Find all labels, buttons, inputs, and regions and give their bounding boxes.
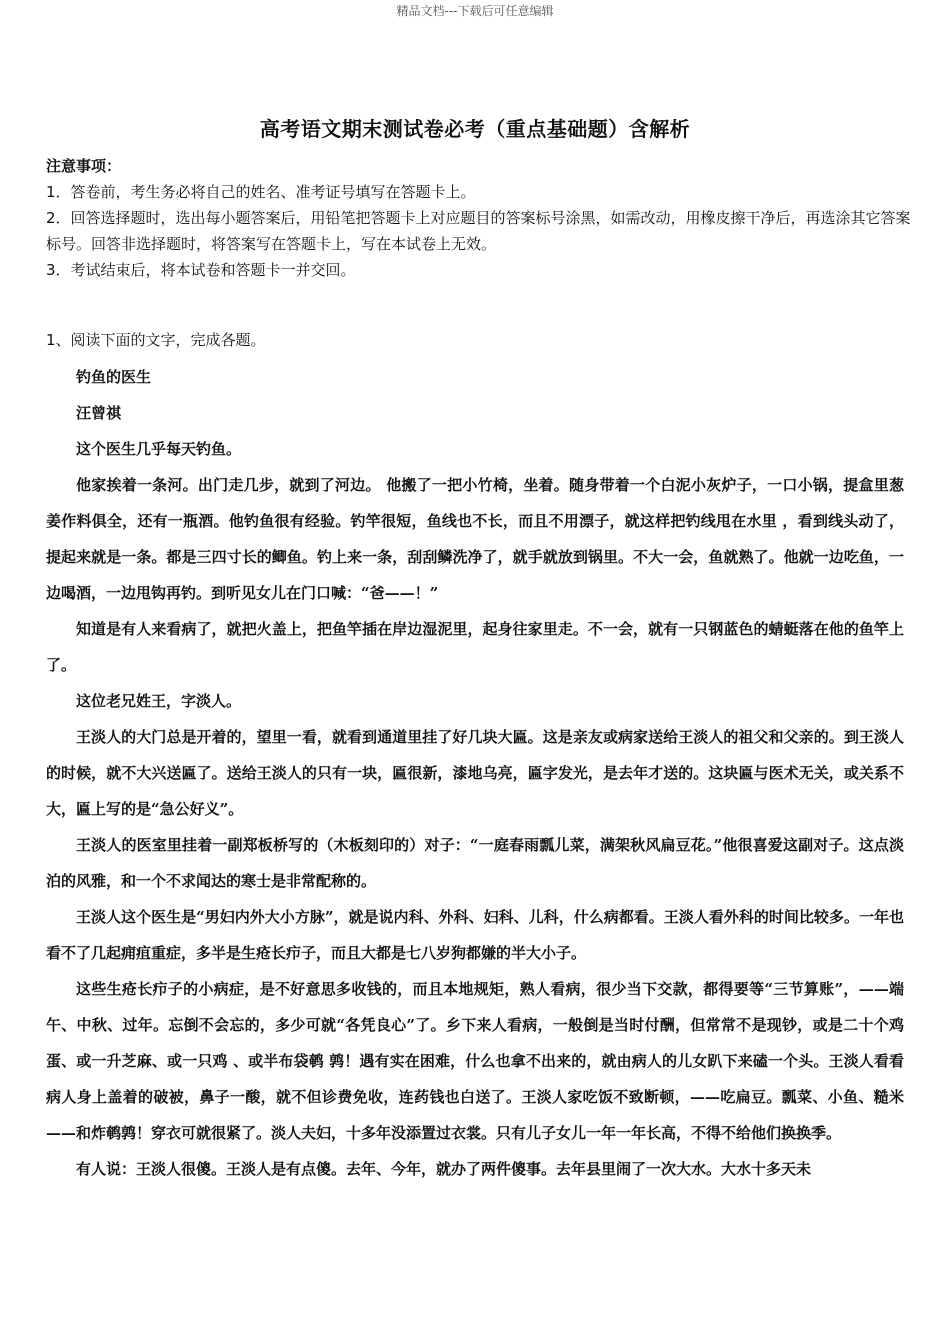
- question-intro: 1、阅读下面的文字，完成各题。: [46, 331, 266, 349]
- article-paragraph: 这个医生几乎每天钓鱼。: [76, 440, 242, 458]
- article-paragraph: 这位老兄姓王，字淡人。: [76, 692, 242, 710]
- notes-item: 3．考试结束后，将本试卷和答题卡一并交回。: [46, 261, 356, 279]
- notes-heading: 注意事项：: [46, 157, 122, 175]
- exam-notes: [46, 153, 916, 283]
- article-paragraph: 王淡人的大门总是开着的，望里一看，就看到通道里挂了好几块大匾。这是亲友或病家送给王淡人的祖父和父亲的。到王淡人的时候，就不大兴送匾了。送给王淡人的只有一块，匾很新，漆地乌亮，匾字发光，是去年才送的。这块匾与医术无关，或关系不大，匾上写的是“急公好义”。: [46, 728, 904, 818]
- reading-article: [46, 359, 904, 1187]
- article-paragraph: 王淡人的医室里挂着一副郑板桥写的（木板刻印的）对子：“一庭春雨瓢儿菜，满架秋风扁豆花。”他很喜爱这副对子。这点淡泊的风雅，和一个不求闻达的寒士是非常配称的。: [46, 836, 904, 890]
- article-paragraph: 这些生疮长疖子的小病症，是不好意思多收钱的，而且本地规矩，熟人看病，很少当下交款，都得要等“三节算账”，——端午、中秋、过年。忘倒不会忘的，多少可就“各凭良心”了。乡下来人看病，一般倒是当时付酬，但常常不是现钞，或是二十个鸡蛋、或一升芝麻、或一只鸡 、或半布袋鹌 鹑！遇有实在困难，什么也拿不出来的，就由病人的儿女趴下来磕一个头。王淡人看看病人身上盖着的破被，鼻子一酸，就不但诊费免收，连药钱也白送了。王淡人家吃饭不致断顿，——吃扁豆。瓢菜、小鱼、糙米——和炸鹌鹑！穿衣可就很紧了。淡人夫妇，十多年没添置过衣裳。只有儿子女儿一年一年长高，不得不给他们换换季。: [46, 980, 904, 1142]
- header-watermark: 精品文档---下载后可任意编辑: [396, 4, 554, 18]
- notes-item: 2．回答选择题时，选出每小题答案后，用铅笔把答题卡上对应题目的答案标号涂黑，如需改动，用橡皮擦干净后，再选涂其它答案标号。回答非选择题时，将答案写在答题卡上，写在本试卷上无效。: [46, 209, 911, 253]
- article-paragraph: 他家挨着一条河。出门走几步，就到了河边。 他搬了一把小竹椅，坐着。随身带着一个白泥小灰炉子，一口小锅，提盒里葱姜作料俱全，还有一瓶酒。他钓鱼很有经验。钓竿很短，鱼线也不长，而且不用漂子，就这样把钓线甩在水里 ，看到线头动了，提起来就是一条。都是三四寸长的鲫鱼。钓上来一条，刮刮鳞洗净了，就手就放到锅里。不大一会，鱼就熟了。他就一边吃鱼，一边喝酒，一边甩钩再钓。到听见女儿在门口喊：“爸——！”: [46, 476, 904, 602]
- page-title: 高考语文期末测试卷必考（重点基础题）含解析: [259, 117, 691, 141]
- notes-item: 1．答卷前，考生务必将自己的姓名、准考证号填写在答题卡上。: [46, 183, 476, 201]
- article-paragraph: 有人说：王淡人很傻。王淡人是有点傻。去年、今年，就办了两件傻事。去年县里闹了一次大水。大水十多天未: [76, 1160, 812, 1178]
- article-author: 汪曾祺: [76, 404, 122, 422]
- article-paragraph: 王淡人这个医生是“男妇内外大小方脉”，就是说内科、外科、妇科、儿科，什么病都看。王淡人看外科的时间比较多。一年也看不了几起痈疽重症，多半是生疮长疖子，而且大都是七八岁狗都嫌的半大小子。: [46, 908, 904, 962]
- article-title: 钓鱼的医生: [76, 368, 152, 386]
- article-paragraph: 知道是有人来看病了，就把火盖上，把鱼竿插在岸边湿泥里，起身往家里走。不一会，就有一只钢蓝色的蜻蜓落在他的鱼竿上了。: [46, 620, 904, 674]
